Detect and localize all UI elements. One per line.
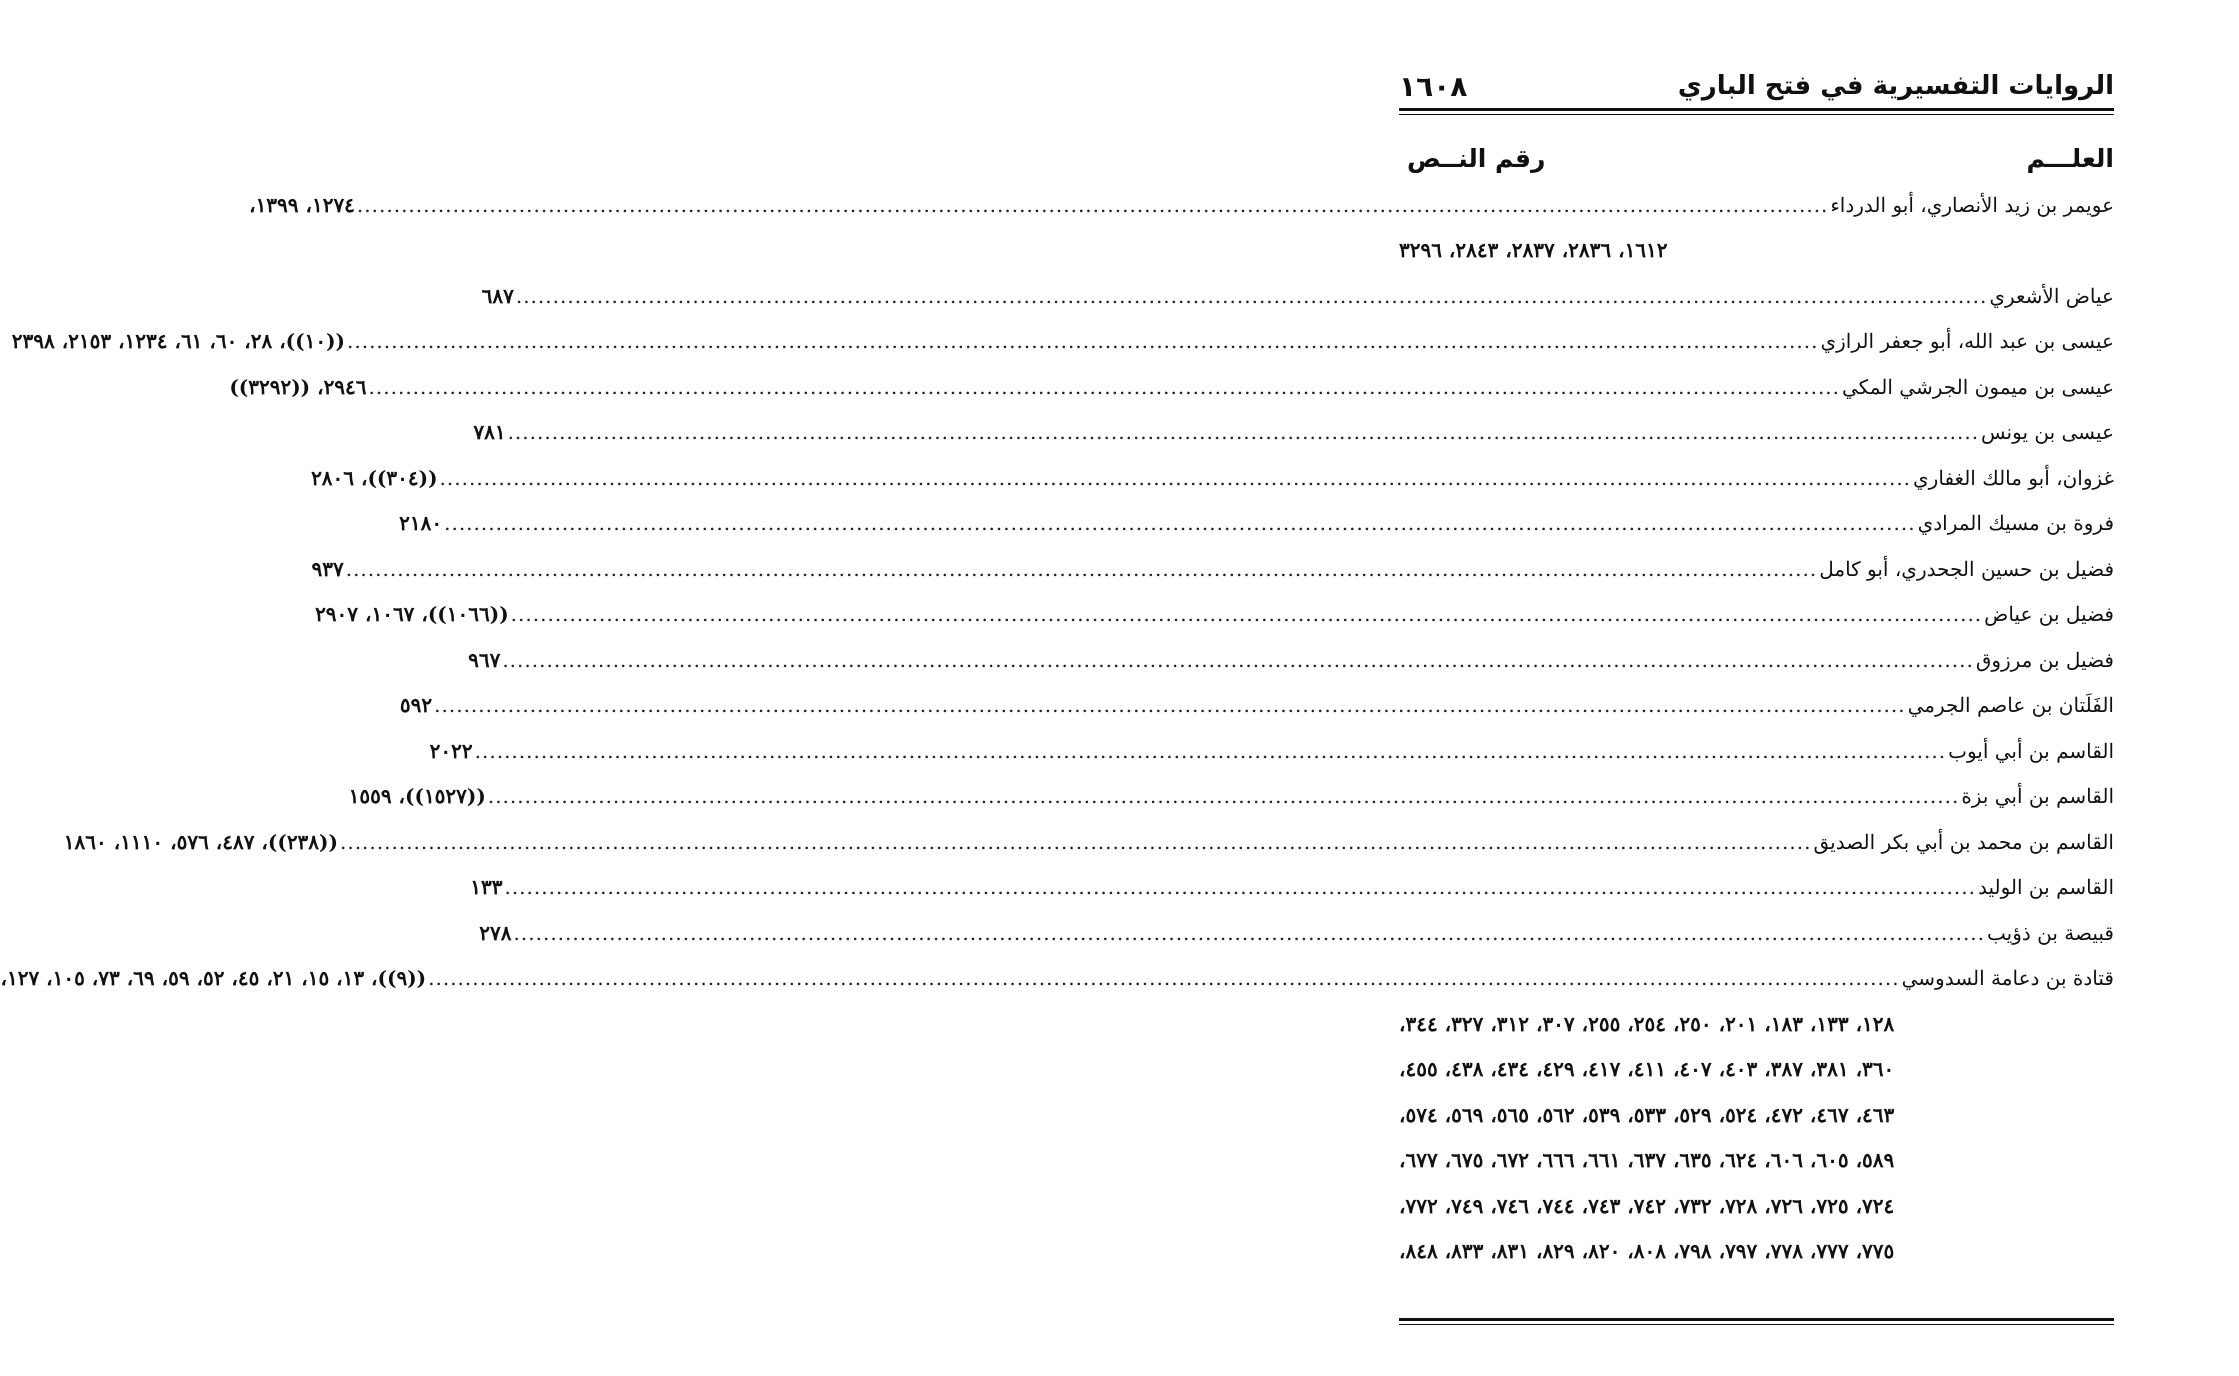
entry-refs: ١٢٧٤، ١٣٩٩، bbox=[249, 192, 355, 217]
leader-dots: ........................................................................................................................................................................................................ bbox=[347, 329, 1819, 354]
entry-refs: ١٦١٢، ٢٨٣٦، ٢٨٣٧، ٢٨٤٣، ٣٢٩٦ bbox=[1399, 238, 1668, 263]
page-number: ١٦٠٨ bbox=[1399, 69, 1468, 103]
index-entry bbox=[470, 865, 2114, 911]
index-entry bbox=[311, 546, 2114, 592]
leader-dots: ........................................................................................................................................................................................................ bbox=[487, 784, 1960, 809]
entry-refs: ٩٣٧ bbox=[311, 556, 344, 581]
leader-dots: ........................................................................................................................................................................................................ bbox=[510, 602, 1983, 627]
leader-dots: ........................................................................................................................................................................................................ bbox=[502, 647, 1974, 672]
index-entry-continuation bbox=[1399, 1229, 2114, 1275]
entry-refs: ((١٥٢٧))، ١٥٥٩ bbox=[348, 784, 486, 809]
index-entry bbox=[348, 774, 2114, 820]
entry-refs: ٦٨٧ bbox=[481, 283, 514, 308]
index-entry bbox=[315, 592, 2114, 638]
entry-refs: ٧٧٥، ٧٧٧، ٧٧٨، ٧٩٧، ٧٩٨، ٨٠٨، ٨٢٠، ٨٢٩، ٨٣١، ٨٣٣، ٨٤٨، bbox=[1399, 1239, 1895, 1264]
entry-name: القاسم بن أبي أيوب bbox=[1948, 738, 2114, 763]
entry-refs: ((٩))، ١٣، ١٥، ٢١، ٤٥، ٥٢، ٥٩، ٦٩، ٧٣، ١٠٥، ١٢٧، bbox=[0, 966, 427, 991]
index-entry bbox=[63, 819, 2114, 865]
index-entry-continuation bbox=[1399, 228, 2114, 274]
index-entry bbox=[311, 455, 2114, 501]
index-entry bbox=[249, 182, 2114, 228]
leader-dots: ........................................................................................................................................................................................................ bbox=[428, 966, 1900, 991]
leader-dots: ........................................................................................................................................................................................................ bbox=[513, 920, 1986, 945]
index-entry-continuation bbox=[1399, 1047, 2114, 1093]
entry-name: فضيل بن عياض bbox=[1984, 602, 2114, 627]
column-headings bbox=[1399, 138, 2114, 178]
footer-rule-thin bbox=[1399, 1324, 2114, 1325]
leader-dots: ........................................................................................................................................................................................................ bbox=[345, 556, 1818, 581]
entry-name: قتادة بن دعامة السدوسي bbox=[1901, 966, 2114, 991]
refs-column-heading: رقم النــص bbox=[1407, 143, 1546, 173]
entry-refs: ((١٠))، ٢٨، ٦٠، ٦١، ١٢٣٤، ٢١٥٣، ٢٣٩٨ bbox=[11, 329, 345, 354]
entry-name: عياض الأشعري bbox=[1989, 283, 2114, 308]
entry-refs: ٢٠٢٢ bbox=[429, 738, 473, 763]
entry-name: القاسم بن الوليد bbox=[1977, 875, 2114, 900]
index-entry bbox=[429, 728, 2114, 774]
index-entry bbox=[399, 683, 2114, 729]
running-title: الروايات التفسيرية في فتح الباري bbox=[1677, 71, 2114, 101]
index-entry bbox=[468, 637, 2114, 683]
entry-refs: ٩٦٧ bbox=[468, 647, 501, 672]
index-entry bbox=[0, 956, 2114, 1002]
entry-name: عيسى بن ميمون الجرشي المكي bbox=[1842, 374, 2114, 399]
entry-refs: ٣٦٠، ٣٨١، ٣٨٧، ٤٠٣، ٤٠٧، ٤١١، ٤١٧، ٤٢٩، ٤٣٤، ٤٣٨، ٤٥٥، bbox=[1399, 1057, 1895, 1082]
index-entry bbox=[399, 501, 2114, 547]
index-entry-continuation bbox=[1399, 1183, 2114, 1229]
index-entry bbox=[229, 364, 2114, 410]
entry-name: القاسم بن محمد بن أبي بكر الصديق bbox=[1813, 829, 2114, 854]
leader-dots: ........................................................................................................................................................................................................ bbox=[504, 875, 1976, 900]
index-entries bbox=[0, 182, 2114, 1274]
entry-refs: ((١٠٦٦))، ١٠٦٧، ٢٩٠٧ bbox=[315, 602, 509, 627]
entry-name: عيسى بن عبد الله، أبو جعفر الرازي bbox=[1820, 329, 2114, 354]
entry-refs: ((٣٠٤))، ٢٨٠٦ bbox=[311, 465, 438, 490]
index-entry bbox=[481, 273, 2114, 319]
leader-dots: ........................................................................................................................................................................................................ bbox=[356, 192, 1829, 217]
entry-name: فروة بن مسيك المرادي bbox=[1917, 511, 2114, 536]
index-entry-continuation bbox=[1399, 1092, 2114, 1138]
entry-refs: ١٣٣ bbox=[470, 875, 503, 900]
header-rule-thin bbox=[1399, 114, 2114, 115]
entry-refs: ٢١٨٠ bbox=[399, 511, 443, 536]
entry-refs: ((٢٣٨))، ٤٨٧، ٥٧٦، ١١١٠، ١٨٦٠ bbox=[63, 829, 338, 854]
index-entry bbox=[479, 910, 2114, 956]
index-entry-continuation bbox=[1399, 1001, 2114, 1047]
leader-dots: ........................................................................................................................................................................................................ bbox=[368, 374, 1841, 399]
index-entry bbox=[11, 319, 2114, 365]
entry-refs: ٥٨٩، ٦٠٥، ٦٠٦، ٦٢٤، ٦٣٥، ٦٣٧، ٦٦١، ٦٦٦، ٦٧٢، ٦٧٥، ٦٧٧، bbox=[1399, 1148, 1895, 1173]
leader-dots: ........................................................................................................................................................................................................ bbox=[339, 829, 1812, 854]
header-rule bbox=[1399, 108, 2114, 111]
leader-dots: ........................................................................................................................................................................................................ bbox=[515, 283, 1988, 308]
entry-refs: ١٢٨، ١٣٣، ١٨٣، ٢٠١، ٢٥٠، ٢٥٤، ٢٥٥، ٣٠٧، ٣١٢، ٣٢٧، ٣٤٤، bbox=[1399, 1011, 1895, 1036]
entry-refs: ٢٩٤٦، ((٣٢٩٢)) bbox=[229, 374, 367, 399]
leader-dots: ........................................................................................................................................................................................................ bbox=[444, 511, 1916, 536]
entry-name: فضيل بن حسين الجحدري، أبو كامل bbox=[1819, 556, 2114, 581]
entry-refs: ٧٨١ bbox=[473, 420, 506, 445]
leader-dots: ........................................................................................................................................................................................................ bbox=[434, 693, 1906, 718]
entry-name: عويمر بن زيد الأنصاري، أبو الدرداء bbox=[1830, 192, 2114, 217]
page-header bbox=[1399, 66, 2114, 106]
index-entry-continuation bbox=[1399, 1138, 2114, 1184]
index-entry bbox=[473, 410, 2114, 456]
leader-dots: ........................................................................................................................................................................................................ bbox=[474, 738, 1947, 763]
entry-name: الفَلَتان بن عاصم الجرمي bbox=[1907, 693, 2114, 718]
footer-rule bbox=[1399, 1318, 2114, 1321]
entry-name: قبيصة بن ذؤيب bbox=[1987, 920, 2114, 945]
entry-name: فضيل بن مرزوق bbox=[1975, 647, 2114, 672]
leader-dots: ........................................................................................................................................................................................................ bbox=[439, 465, 1912, 490]
entry-refs: ٢٧٨ bbox=[479, 920, 512, 945]
entry-name: غزوان، أبو مالك الغفاري bbox=[1913, 465, 2114, 490]
leader-dots: ........................................................................................................................................................................................................ bbox=[507, 420, 1980, 445]
entry-name: عيسى بن يونس bbox=[1981, 420, 2114, 445]
entry-refs: ٥٩٢ bbox=[399, 693, 433, 718]
name-column-heading: العلـــم bbox=[2026, 143, 2114, 173]
entry-refs: ٤٦٣، ٤٦٧، ٤٧٢، ٥٢٤، ٥٢٩، ٥٣٣، ٥٣٩، ٥٦٢، ٥٦٥، ٥٦٩، ٥٧٤، bbox=[1399, 1102, 1895, 1127]
entry-refs: ٧٢٤، ٧٢٥، ٧٢٦، ٧٢٨، ٧٣٢، ٧٤٢، ٧٤٣، ٧٤٤، ٧٤٦، ٧٤٩، ٧٧٢، bbox=[1399, 1193, 1895, 1218]
entry-name: القاسم بن أبي بزة bbox=[1961, 784, 2114, 809]
